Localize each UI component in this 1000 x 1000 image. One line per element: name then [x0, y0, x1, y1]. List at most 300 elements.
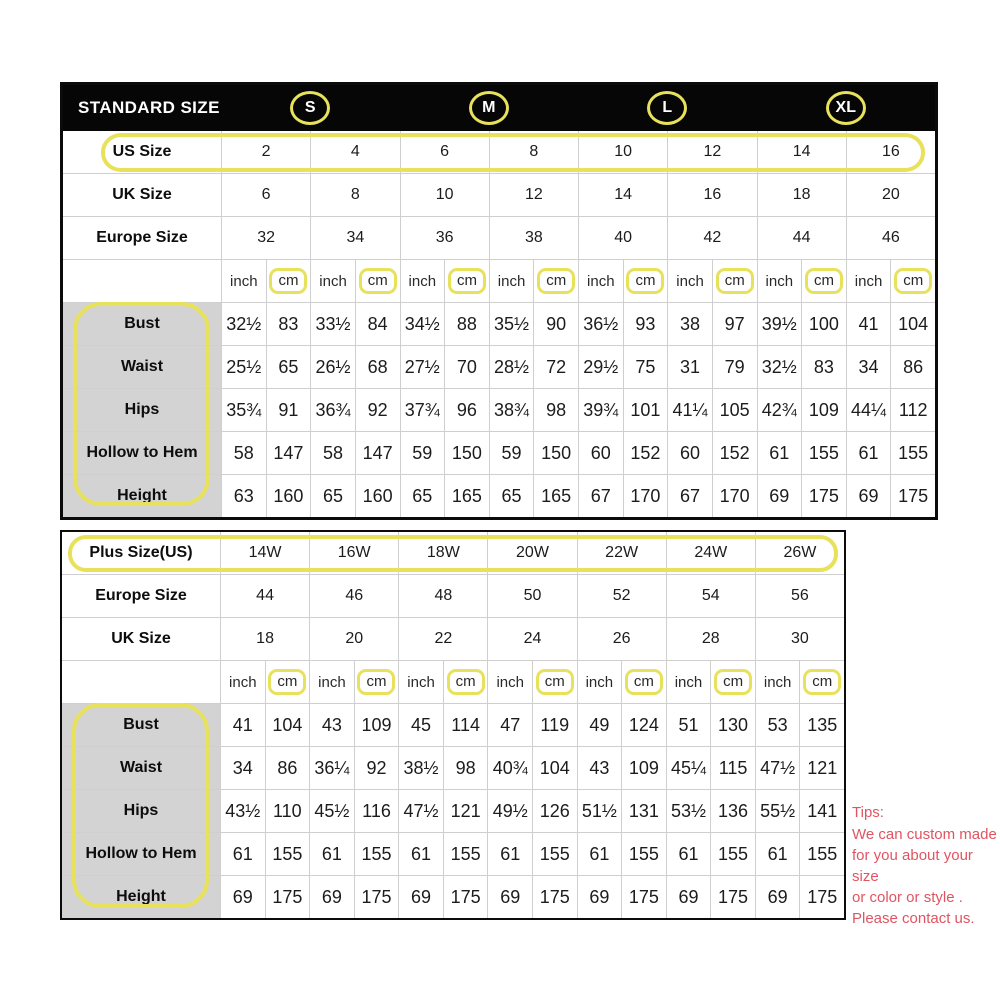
row-label: Plus Size(US): [89, 544, 193, 561]
inch-label: inch: [229, 673, 257, 691]
measure-value: 175: [710, 876, 755, 918]
cm-label-highlighted: cm: [894, 268, 932, 294]
measure-value: 65: [489, 475, 534, 517]
measure-value: 39½: [757, 303, 802, 345]
inch-unit-cell: [667, 260, 712, 302]
measure-value: 160: [266, 475, 311, 517]
measure-value: 67: [578, 475, 623, 517]
inch-unit-cell: [755, 661, 800, 703]
cm-label-highlighted: cm: [625, 669, 663, 695]
size-value: 6: [221, 174, 310, 216]
size-value: 18W: [398, 532, 487, 574]
measure-value: 126: [532, 790, 577, 832]
custom-made-tips: [852, 802, 1000, 929]
measure-value: 147: [355, 432, 400, 474]
cm-label-highlighted: cm: [716, 268, 754, 294]
measure-value: 51: [666, 704, 711, 746]
cm-label-highlighted: cm: [803, 669, 841, 695]
cm-label-highlighted: cm: [537, 268, 575, 294]
measure-value: 45: [398, 704, 443, 746]
inch-unit-cell: [666, 661, 711, 703]
measure-value: 28½: [489, 346, 534, 388]
inch-unit-cell: [846, 260, 891, 302]
tips-line: or color or style .: [852, 889, 963, 906]
measure-value: 170: [712, 475, 757, 517]
unit-row: [63, 259, 935, 302]
inch-unit-cell: [400, 260, 445, 302]
plus_table-measure-row: [62, 789, 844, 832]
cm-label-highlighted: cm: [626, 268, 664, 294]
measure-value: 155: [443, 833, 488, 875]
measure-value: 175: [532, 876, 577, 918]
size-group-oval: [647, 91, 687, 125]
plus_table-measure-row: [62, 746, 844, 789]
measure-value: 72: [533, 346, 578, 388]
measure-value: 155: [799, 833, 844, 875]
size-value: 14: [757, 131, 846, 173]
plus_table-size-row: [62, 532, 844, 574]
measure-value: 69: [487, 876, 532, 918]
measure-value: 155: [710, 833, 755, 875]
size-value: 6: [400, 131, 489, 173]
measure-value: 60: [667, 432, 712, 474]
measure-label: Hips: [63, 389, 221, 431]
measure-value: 98: [533, 389, 578, 431]
size-group-s: [221, 91, 400, 125]
measure-value: 101: [623, 389, 668, 431]
size-group-oval: [826, 91, 866, 125]
standard_table-measure-row: [63, 345, 935, 388]
measure-value: 116: [354, 790, 399, 832]
measure-value: 96: [444, 389, 489, 431]
measure-value: 49½: [487, 790, 532, 832]
size-value: 56: [755, 575, 844, 617]
measure-value: 112: [890, 389, 935, 431]
cm-label-highlighted: cm: [268, 669, 306, 695]
cm-unit-cell: [533, 260, 578, 302]
inch-label: inch: [497, 272, 526, 290]
measure-value: 86: [890, 346, 935, 388]
inch-label: inch: [587, 272, 615, 290]
size-value: 44: [220, 575, 309, 617]
cm-label-highlighted: cm: [536, 669, 574, 695]
plus-size-table: [60, 530, 846, 920]
measure-value: 49: [577, 704, 622, 746]
measure-value: 31: [667, 346, 712, 388]
size-value: 46: [309, 575, 398, 617]
measure-value: 33½: [310, 303, 355, 345]
standard_table-measure-row: [63, 431, 935, 474]
inch-label: inch: [674, 673, 703, 691]
measure-value: 69: [666, 876, 711, 918]
size-value: 30: [755, 618, 844, 660]
measure-value: 92: [354, 747, 399, 789]
measure-value: 47: [487, 704, 532, 746]
size-value: 18: [220, 618, 309, 660]
inch-unit-cell: [310, 260, 355, 302]
standard-size-rows: [63, 131, 935, 517]
size-value: 22W: [577, 532, 666, 574]
measure-value: 84: [355, 303, 400, 345]
measure-value: 32½: [221, 303, 266, 345]
measure-value: 67: [667, 475, 712, 517]
measure-value: 34½: [400, 303, 445, 345]
measure-value: 27½: [400, 346, 445, 388]
measure-value: 90: [533, 303, 578, 345]
size-value: 10: [578, 131, 667, 173]
size-group-letter: M: [482, 99, 496, 116]
measure-value: 65: [310, 475, 355, 517]
measure-value: 175: [890, 475, 935, 517]
tips-line: Please contact us.: [852, 910, 975, 927]
size-value: 46: [846, 217, 935, 259]
measure-label: Height: [62, 876, 220, 918]
measure-value: 25½: [221, 346, 266, 388]
measure-value: 45½: [309, 790, 354, 832]
measure-value: 65: [400, 475, 445, 517]
measure-value: 69: [846, 475, 891, 517]
size-group-xl: [757, 91, 936, 125]
size-value: 12: [667, 131, 756, 173]
measure-value: 104: [532, 747, 577, 789]
size-value: 8: [489, 131, 578, 173]
measure-value: 36¾: [310, 389, 355, 431]
tips-line: for you about your size: [852, 847, 973, 885]
measure-value: 165: [533, 475, 578, 517]
measure-value: 53½: [666, 790, 711, 832]
size-value: 48: [398, 575, 487, 617]
cm-label-highlighted: cm: [269, 268, 307, 294]
size-value: 34: [310, 217, 399, 259]
standard_table-size-row: [63, 131, 935, 173]
measure-value: 69: [577, 876, 622, 918]
measure-value: 175: [354, 876, 399, 918]
size-value: 24: [487, 618, 576, 660]
measure-value: 37¾: [400, 389, 445, 431]
inch-label: inch: [676, 272, 704, 290]
tips-lines: [852, 824, 1000, 929]
measure-value: 41: [846, 303, 891, 345]
size-value: 12: [489, 174, 578, 216]
measure-value: 59: [400, 432, 445, 474]
measure-label: Hips: [62, 790, 220, 832]
measure-value: 70: [444, 346, 489, 388]
measure-value: 43: [309, 704, 354, 746]
measure-value: 105: [712, 389, 757, 431]
measure-value: 34: [846, 346, 891, 388]
measure-value: 40¾: [487, 747, 532, 789]
size-value: 24W: [666, 532, 755, 574]
inch-label: inch: [407, 673, 435, 691]
plus_table-measure-row: [62, 832, 844, 875]
measure-value: 43: [577, 747, 622, 789]
measure-value: 69: [220, 876, 265, 918]
cm-unit-cell: [532, 661, 577, 703]
measure-value: 155: [621, 833, 666, 875]
size-value: 20: [846, 174, 935, 216]
measure-value: 35¾: [221, 389, 266, 431]
measure-value: 38½: [398, 747, 443, 789]
measure-value: 55½: [755, 790, 800, 832]
inch-label: inch: [319, 272, 347, 290]
standard-size-table: [60, 82, 938, 520]
inch-unit-cell: [221, 260, 266, 302]
measure-label: Hollow to Hem: [62, 833, 220, 875]
size-value: 22: [398, 618, 487, 660]
inch-unit-cell: [578, 260, 623, 302]
measure-value: 114: [443, 704, 488, 746]
cm-unit-cell: [266, 260, 311, 302]
measure-value: 75: [623, 346, 668, 388]
measure-value: 104: [890, 303, 935, 345]
inch-label: inch: [318, 673, 346, 691]
cm-label-highlighted: cm: [805, 268, 843, 294]
measure-value: 38: [667, 303, 712, 345]
measure-value: 175: [799, 876, 844, 918]
size-value: 28: [666, 618, 755, 660]
cm-unit-cell: [354, 661, 399, 703]
unit-row: [62, 660, 844, 703]
measure-value: 86: [265, 747, 310, 789]
inch-unit-cell: [489, 260, 534, 302]
measure-value: 41¼: [667, 389, 712, 431]
measure-value: 83: [801, 346, 846, 388]
measure-value: 88: [444, 303, 489, 345]
inch-unit-cell: [220, 661, 265, 703]
inch-unit-cell: [487, 661, 532, 703]
size-group-oval: [469, 91, 509, 125]
cm-unit-cell: [355, 260, 400, 302]
measure-value: 47½: [755, 747, 800, 789]
size-value: 50: [487, 575, 576, 617]
measure-value: 38¾: [489, 389, 534, 431]
measure-value: 136: [710, 790, 755, 832]
measure-value: 41: [220, 704, 265, 746]
size-value: 18: [757, 174, 846, 216]
size-value: 14: [578, 174, 667, 216]
row-label: Europe Size: [95, 587, 187, 604]
measure-value: 130: [710, 704, 755, 746]
cm-unit-cell: [265, 661, 310, 703]
measure-value: 58: [310, 432, 355, 474]
measure-value: 155: [265, 833, 310, 875]
measure-value: 93: [623, 303, 668, 345]
size-group-m: [400, 91, 579, 125]
size-value: 36: [400, 217, 489, 259]
cm-label-highlighted: cm: [357, 669, 395, 695]
measure-value: 43½: [220, 790, 265, 832]
standard_table-measure-row: [63, 388, 935, 431]
measure-value: 79: [712, 346, 757, 388]
measure-value: 152: [623, 432, 668, 474]
measure-value: 32½: [757, 346, 802, 388]
size-group-l: [578, 91, 757, 125]
measure-value: 109: [801, 389, 846, 431]
cm-unit-cell: [710, 661, 755, 703]
size-value: 40: [578, 217, 667, 259]
measure-value: 58: [221, 432, 266, 474]
measure-value: 35½: [489, 303, 534, 345]
size-value: 54: [666, 575, 755, 617]
measure-value: 69: [757, 475, 802, 517]
row-label: Europe Size: [96, 229, 188, 246]
tips-line: We can custom made: [852, 826, 997, 843]
measure-value: 69: [398, 876, 443, 918]
measure-value: 59: [489, 432, 534, 474]
measure-value: 135: [799, 704, 844, 746]
inch-label: inch: [408, 272, 437, 290]
inch-unit-cell: [398, 661, 443, 703]
inch-label: inch: [230, 272, 258, 290]
size-value: 32: [221, 217, 310, 259]
measure-value: 44¼: [846, 389, 891, 431]
size-group-letter: XL: [835, 99, 856, 116]
measure-value: 61: [577, 833, 622, 875]
size-group-oval: [290, 91, 330, 125]
measure-value: 36¼: [309, 747, 354, 789]
measure-value: 155: [801, 432, 846, 474]
measure-value: 97: [712, 303, 757, 345]
measure-value: 155: [354, 833, 399, 875]
measure-value: 61: [487, 833, 532, 875]
measure-value: 160: [355, 475, 400, 517]
measure-value: 61: [666, 833, 711, 875]
measure-value: 110: [265, 790, 310, 832]
size-value: 38: [489, 217, 578, 259]
plus-size-rows: [62, 532, 844, 918]
cm-unit-cell: [890, 260, 935, 302]
measure-value: 175: [801, 475, 846, 517]
measure-value: 60: [578, 432, 623, 474]
measure-value: 65: [266, 346, 311, 388]
measure-value: 150: [444, 432, 489, 474]
unit-row-label: [62, 661, 220, 703]
measure-value: 91: [266, 389, 311, 431]
cm-unit-cell: [623, 260, 668, 302]
measure-value: 152: [712, 432, 757, 474]
measure-value: 175: [621, 876, 666, 918]
measure-value: 61: [309, 833, 354, 875]
tips-title: Tips:: [852, 804, 884, 821]
measure-value: 170: [623, 475, 668, 517]
inch-unit-cell: [309, 661, 354, 703]
measure-value: 61: [220, 833, 265, 875]
size-value: 26: [577, 618, 666, 660]
standard_table-measure-row: [63, 302, 935, 345]
size-value: 16: [667, 174, 756, 216]
measure-label: Bust: [62, 704, 220, 746]
cm-unit-cell: [444, 260, 489, 302]
cm-unit-cell: [712, 260, 757, 302]
measure-value: 36½: [578, 303, 623, 345]
measure-value: 61: [757, 432, 802, 474]
inch-unit-cell: [757, 260, 802, 302]
cm-unit-cell: [801, 260, 846, 302]
size-value: 2: [221, 131, 310, 173]
measure-value: 121: [799, 747, 844, 789]
cm-unit-cell: [799, 661, 844, 703]
measure-value: 51½: [577, 790, 622, 832]
size-value: 20: [309, 618, 398, 660]
standard_table-measure-row: [63, 474, 935, 517]
measure-value: 98: [443, 747, 488, 789]
standard_table-size-row: [63, 216, 935, 259]
measure-label: Height: [63, 475, 221, 517]
size-value: 4: [310, 131, 399, 173]
row-label: US Size: [112, 143, 172, 160]
row-label: UK Size: [111, 630, 171, 647]
size-value: 42: [667, 217, 756, 259]
measure-value: 61: [846, 432, 891, 474]
measure-value: 155: [532, 833, 577, 875]
size-value: 10: [400, 174, 489, 216]
size-value: 8: [310, 174, 399, 216]
inch-label: inch: [854, 272, 883, 290]
standard-size-header-bar: [63, 85, 935, 131]
measure-value: 63: [221, 475, 266, 517]
plus_table-measure-row: [62, 703, 844, 746]
measure-value: 109: [354, 704, 399, 746]
measure-value: 175: [265, 876, 310, 918]
measure-value: 150: [533, 432, 578, 474]
measure-value: 39¾: [578, 389, 623, 431]
size-value: 26W: [755, 532, 844, 574]
size-value: 14W: [220, 532, 309, 574]
standard_table-size-row: [63, 173, 935, 216]
measure-value: 155: [890, 432, 935, 474]
cm-unit-cell: [443, 661, 488, 703]
size-group-letter: S: [304, 99, 316, 116]
measure-value: 104: [265, 704, 310, 746]
size-group-letter: L: [662, 99, 673, 116]
row-label: UK Size: [112, 186, 172, 203]
size-value: 52: [577, 575, 666, 617]
measure-value: 165: [444, 475, 489, 517]
measure-value: 61: [755, 833, 800, 875]
cm-label-highlighted: cm: [447, 669, 485, 695]
measure-value: 100: [801, 303, 846, 345]
size-value: 44: [757, 217, 846, 259]
inch-label: inch: [585, 673, 614, 691]
measure-value: 175: [443, 876, 488, 918]
plus_table-size-row: [62, 574, 844, 617]
measure-value: 29½: [578, 346, 623, 388]
measure-value: 68: [355, 346, 400, 388]
measure-value: 92: [355, 389, 400, 431]
inch-label: inch: [765, 272, 794, 290]
measure-value: 121: [443, 790, 488, 832]
measure-value: 61: [398, 833, 443, 875]
measure-value: 109: [621, 747, 666, 789]
size-value: 20W: [487, 532, 576, 574]
plus_table-size-row: [62, 617, 844, 660]
plus_table-measure-row: [62, 875, 844, 918]
measure-label: Hollow to Hem: [63, 432, 221, 474]
cm-label-highlighted: cm: [714, 669, 752, 695]
measure-value: 115: [710, 747, 755, 789]
measure-value: 45¼: [666, 747, 711, 789]
measure-value: 42¾: [757, 389, 802, 431]
measure-value: 26½: [310, 346, 355, 388]
cm-unit-cell: [621, 661, 666, 703]
inch-label: inch: [763, 673, 792, 691]
measure-value: 124: [621, 704, 666, 746]
measure-value: 34: [220, 747, 265, 789]
measure-value: 147: [266, 432, 311, 474]
measure-value: 131: [621, 790, 666, 832]
measure-label: Waist: [62, 747, 220, 789]
cm-label-highlighted: cm: [359, 268, 397, 294]
